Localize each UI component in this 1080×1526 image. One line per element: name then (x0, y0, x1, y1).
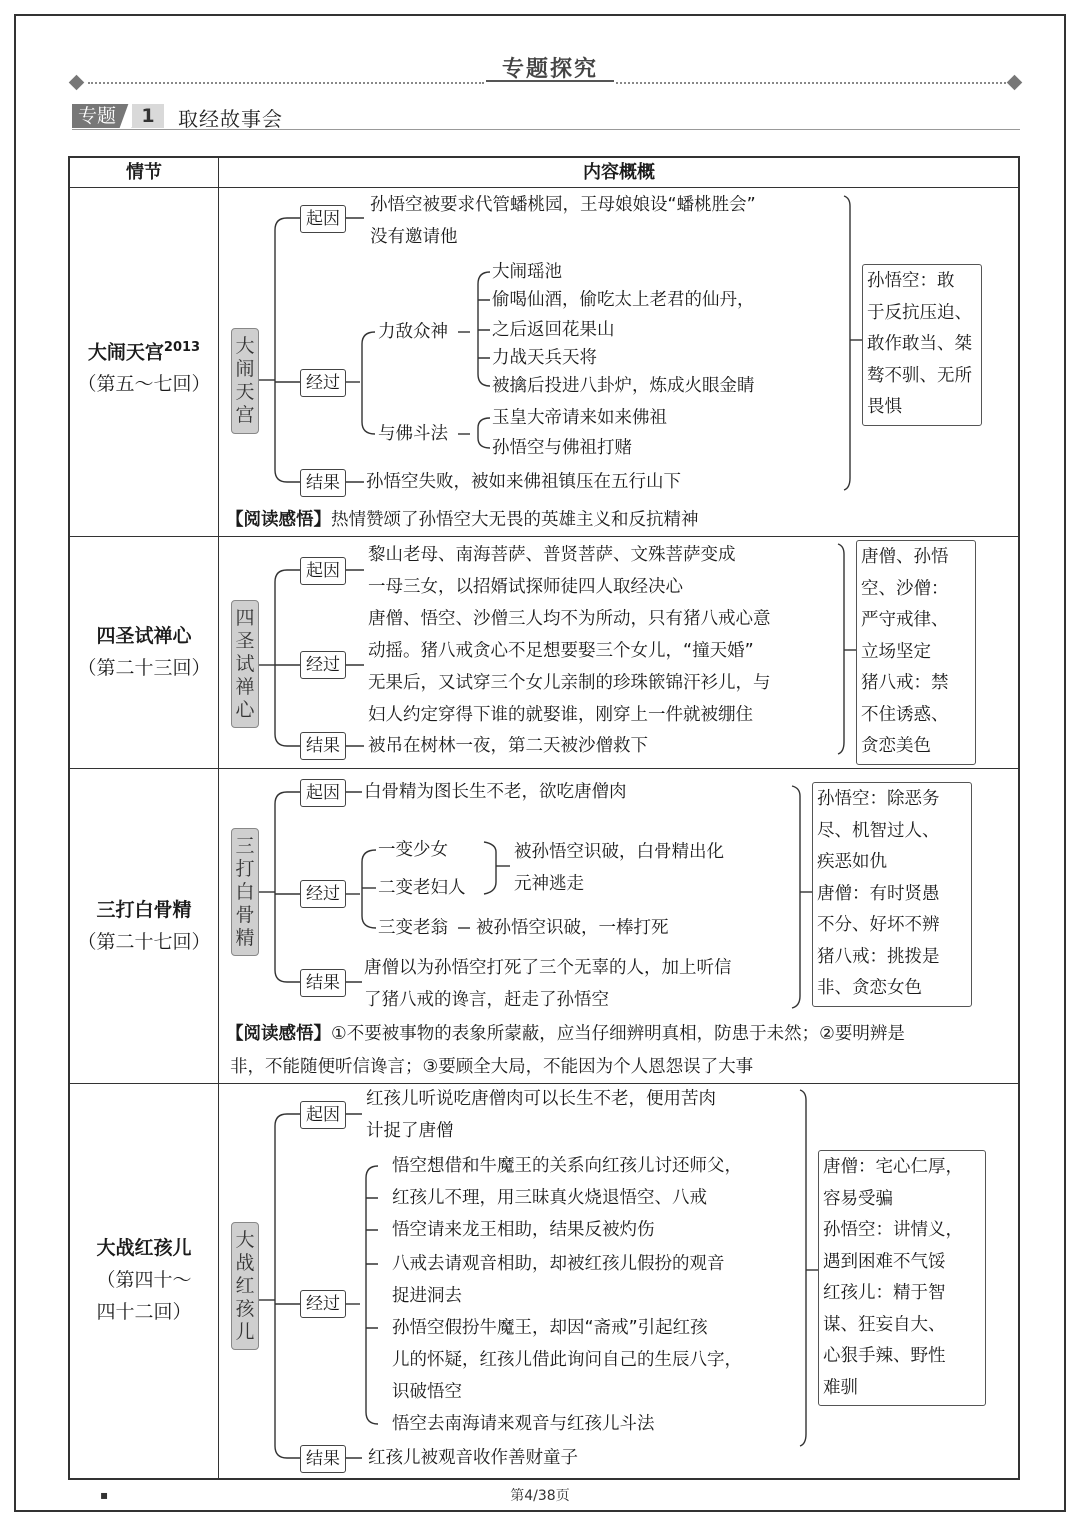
vertical-char: 心 (235, 699, 255, 721)
process-text: 无果后，又试穿三个女儿亲制的珍珠篏锦汗衫儿，与 (368, 673, 771, 693)
cause-box: 起因 (300, 557, 346, 585)
note-line: 立场坚定 (861, 641, 931, 662)
process-text: 悟空请来龙王相助，结果反被灼伤 (392, 1220, 655, 1240)
branch-label: 二变老妇人 (378, 878, 466, 898)
vertical-char: 骨 (235, 904, 255, 926)
result-box: 结果 (300, 1445, 346, 1473)
branch-result: 元神逃走 (514, 874, 584, 894)
cause-text: 黎山老母、南海菩萨、普贤菩萨、文殊菩萨变成 (368, 545, 736, 565)
vertical-char: 三 (235, 835, 255, 857)
plot-chapter: （第二十七回） (77, 931, 211, 953)
result-box: 结果 (300, 969, 346, 997)
process-text: 悟空想借和牛魔王的关系向红孩儿讨还师父， (392, 1156, 742, 1176)
cause-box: 起因 (300, 205, 346, 233)
branch-item: 力战天兵天将 (492, 348, 597, 368)
result-text: 红孩儿被观音收作善财童子 (368, 1448, 578, 1468)
vertical-char: 战 (235, 1252, 255, 1274)
note-line: 孙悟空：讲情义， (823, 1220, 963, 1240)
process-box: 经过 (300, 1290, 346, 1318)
process-text: 八戒去请观音相助，却被红孩儿假扮的观音 (392, 1254, 725, 1274)
reading-label: 【阅读感悟】 (226, 510, 331, 530)
topic-title: 取经故事会 (178, 107, 283, 131)
character-note-2 (856, 540, 976, 765)
vertical-char: 大 (235, 1229, 255, 1251)
vertical-char: 四 (235, 607, 255, 629)
note-line: 敢作敢当、桀 (867, 334, 972, 354)
vertical-char: 试 (235, 653, 255, 675)
process-text: 动摇。猪八戒贪心不足想要娶三个女儿，“撞天婚” (368, 641, 754, 661)
plot-title: 四圣试禅心 (96, 625, 192, 647)
reading-insight-3-cont (230, 1051, 753, 1083)
note-line: 唐僧：有时贤愚 (817, 883, 940, 904)
vertical-char: 红 (235, 1275, 255, 1297)
plot-name-1 (70, 332, 218, 400)
reading-text: ①不要被事物的表象所蒙蔽，应当仔细辨明真相，防患于未然；②要明辨是 (331, 1024, 905, 1044)
note-line: 非、贪恋女色 (817, 978, 922, 998)
note-line: 红孩儿：精于智 (823, 1283, 946, 1303)
plot-name-2 (70, 620, 218, 684)
note-line: 空、沙僧： (861, 578, 949, 599)
result-box: 结果 (300, 732, 346, 760)
result-text: 被吊在树林一夜，第二天被沙僧救下 (368, 736, 648, 756)
note-line: 尽、机智过人、 (817, 820, 940, 841)
plot-title: 大闹天宫 (87, 341, 164, 364)
note-line: 疾恶如仇 (817, 852, 887, 872)
note-line: 畏惧 (867, 397, 902, 417)
process-box: 经过 (300, 880, 346, 908)
cause-text: 白骨精为图长生不老，欲吃唐僧肉 (364, 782, 627, 802)
process-text: 识破悟空 (392, 1382, 462, 1402)
plot-name-4 (70, 1232, 218, 1328)
note-line: 谋、狂妄自大、 (823, 1314, 946, 1335)
plot-chapter: 四十二回） (96, 1301, 192, 1323)
character-note-1 (862, 264, 982, 426)
result-box: 结果 (300, 469, 346, 497)
note-line: 严守戒律、 (861, 610, 949, 630)
vertical-char: 孩 (235, 1298, 255, 1320)
plot-title: 大战红孩儿 (96, 1237, 192, 1259)
reading-insight-3 (226, 1018, 905, 1050)
plot-name-3 (70, 894, 218, 958)
branch-label: 三变老翁 (378, 918, 448, 938)
cause-text: 孙悟空被要求代管蟠桃园，王母娘娘设“蟠桃胜会” (370, 195, 756, 215)
vertical-char: 精 (235, 927, 255, 949)
process-text: 红孩儿不理，用三昧真火烧退悟空、八戒 (392, 1188, 707, 1208)
cause-text: 没有邀请他 (370, 227, 458, 247)
note-line: 孙悟空：敢 (867, 271, 955, 291)
cause-text: 红孩儿听说吃唐僧肉可以长生不老，便用苦肉 (366, 1089, 716, 1109)
process-box: 经过 (300, 651, 346, 679)
vertical-char: 禅 (235, 676, 255, 698)
result-text: 孙悟空失败，被如来佛祖镇压在五行山下 (366, 472, 681, 492)
plot-title: 三打白骨精 (96, 899, 192, 921)
character-note-4 (818, 1150, 986, 1406)
plot-chapter: （第五～七回） (77, 373, 211, 396)
note-line: 孙悟空：除恶务 (817, 789, 940, 809)
branch-item: 大闹瑶池 (492, 262, 562, 282)
vertical-char: 圣 (235, 630, 255, 652)
process-text: 孙悟空假扮牛魔王，却因“斋戒”引起红孩 (392, 1318, 708, 1338)
column-header-summary: 内容概概 (583, 162, 655, 183)
cause-text: 计捉了唐僧 (366, 1121, 454, 1141)
process-text: 悟空去南海请来观音与红孩儿斗法 (392, 1414, 655, 1434)
process-text: 捉进洞去 (392, 1286, 462, 1306)
vertical-char: 白 (235, 881, 255, 903)
note-line: 遇到困难不气馁 (823, 1251, 946, 1272)
branch-item: 之后返回花果山 (492, 320, 615, 340)
note-line: 骜不驯、无所 (867, 365, 972, 386)
process-box: 经过 (300, 369, 346, 397)
note-line: 于反抗压迫、 (867, 302, 972, 323)
branch-result: 被孙悟空识破，一棒打死 (476, 918, 669, 938)
character-note-3 (812, 782, 972, 1007)
footer-dot: ▪ (100, 1488, 109, 1502)
vertical-char: 儿 (235, 1321, 255, 1343)
result-text: 了猪八戒的谗言，赶走了孙悟空 (364, 990, 609, 1010)
process-text: 儿的怀疑，红孩儿借此询问自己的生辰八字， (392, 1350, 742, 1370)
note-line: 猪八戒：禁 (861, 673, 949, 693)
vertical-char: 打 (235, 858, 255, 880)
reading-insight-1 (226, 504, 699, 536)
vertical-char: 天 (235, 381, 255, 403)
plot-chapter: （第二十三回） (77, 657, 211, 679)
branch-item: 孙悟空与佛祖打赌 (492, 438, 632, 458)
vertical-label-4 (231, 1222, 259, 1350)
branch-result: 被孙悟空识破，白骨精出化 (514, 842, 724, 862)
note-line: 不分、好坏不辨 (817, 915, 940, 935)
topic-badge-number: 1 (132, 104, 164, 128)
note-line: 唐僧、孙悟 (861, 547, 949, 567)
page-title: 专题探究 (501, 57, 598, 82)
topic-badge-label: 专题 (78, 105, 117, 127)
branch-item: 被擒后投进八卦炉，炼成火眼金睛 (492, 376, 755, 396)
cause-box: 起因 (300, 1101, 346, 1129)
note-line: 心狠手辣、野性 (823, 1346, 946, 1366)
note-line: 容易受骗 (823, 1188, 893, 1209)
vertical-char: 闹 (235, 358, 255, 380)
plot-year: 2013 (163, 340, 201, 355)
process-text: 妇人约定穿得下谁的就娶谁，刚穿上一件就被绷住 (368, 705, 753, 725)
reading-text: 非，不能随便听信谗言；③要顾全大局，不能因为个人恩怨误了大事 (230, 1057, 754, 1077)
branch-label: 一变少女 (378, 840, 448, 860)
cause-text: 一母三女，以招婿试探师徒四人取经决心 (368, 577, 683, 597)
branch-label: 力敌众神 (378, 322, 448, 342)
note-line: 不住诱惑、 (861, 704, 949, 725)
note-line: 猪八戒：挑拨是 (817, 946, 940, 967)
reading-text: 热情赞颂了孙悟空大无畏的英雄主义和反抗精神 (331, 510, 699, 530)
page-number: 第4/38页 (510, 1488, 570, 1504)
branch-item: 玉皇大帝请来如来佛祖 (492, 408, 667, 428)
note-line: 难驯 (823, 1377, 858, 1398)
plot-chapter: （第四十～ (96, 1269, 192, 1291)
vertical-char: 大 (235, 335, 255, 357)
note-line: 唐僧：宅心仁厚， (823, 1157, 963, 1177)
note-line: 贪恋美色 (861, 736, 931, 756)
result-text: 唐僧以为孙悟空打死了三个无辜的人，加上听信 (364, 958, 732, 978)
branch-label: 与佛斗法 (378, 424, 448, 444)
vertical-label-2 (231, 600, 259, 728)
column-header-plot: 情节 (126, 162, 162, 183)
vertical-char: 宫 (235, 404, 255, 426)
cause-box: 起因 (300, 779, 346, 807)
process-text: 唐僧、悟空、沙僧三人均不为所动，只有猪八戒心意 (368, 609, 771, 629)
vertical-label-1 (231, 328, 259, 434)
reading-label: 【阅读感悟】 (226, 1024, 331, 1044)
vertical-label-3 (231, 828, 259, 956)
branch-item: 偷喝仙酒，偷吃太上老君的仙丹， (492, 290, 755, 310)
